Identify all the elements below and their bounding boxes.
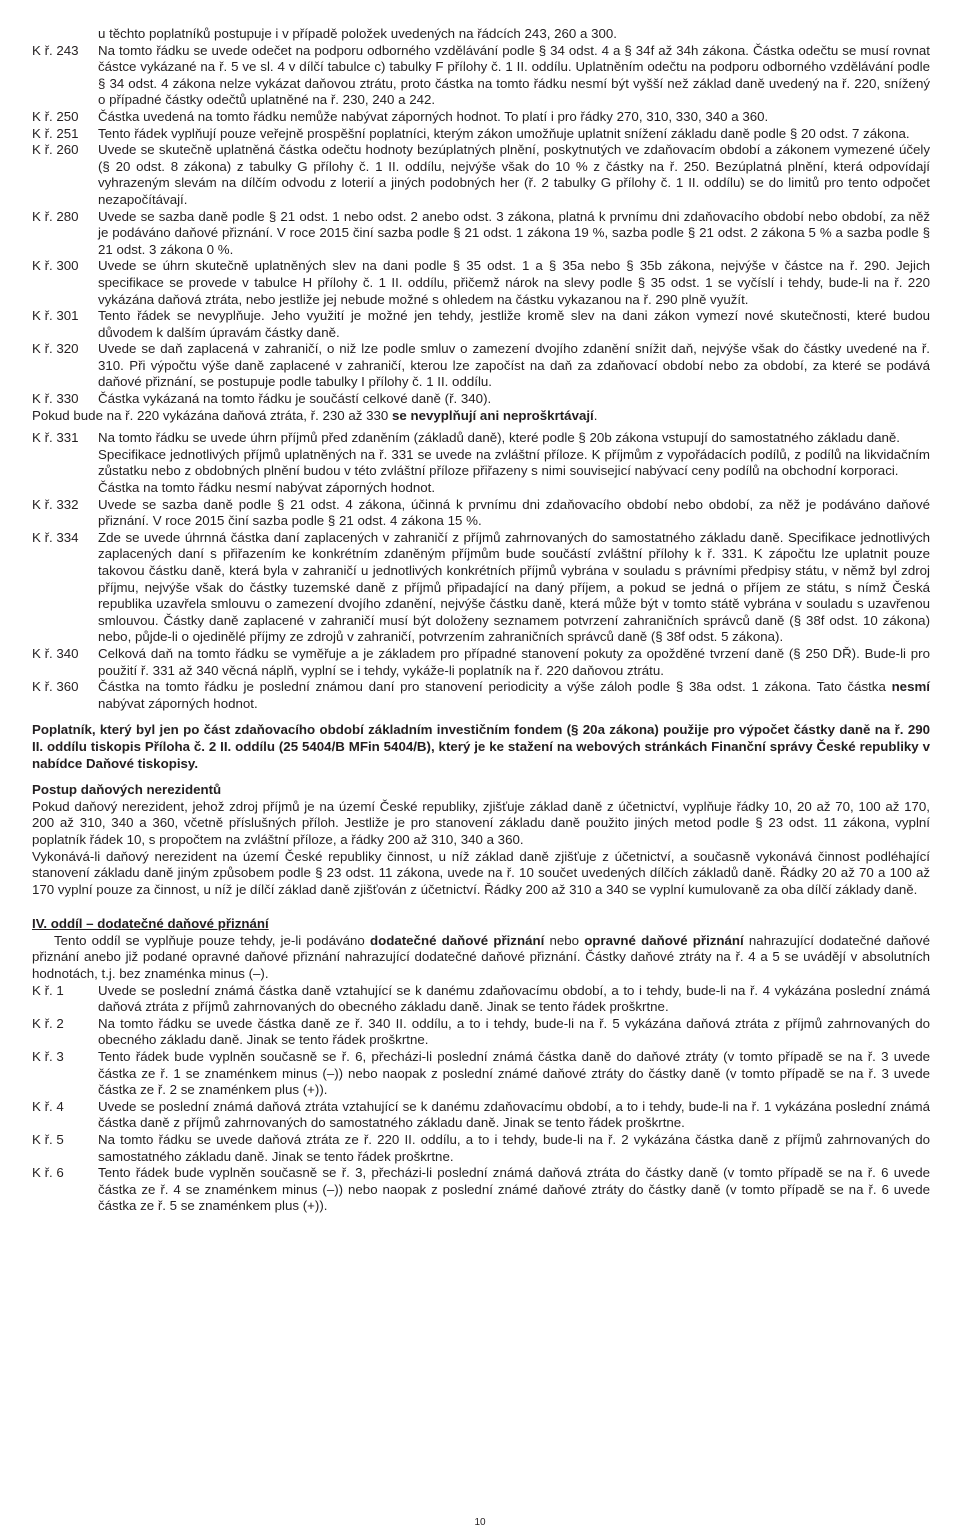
row-text: Uvede se poslední známá částka daně vztahující se k danému zdaňovacímu období, a to i tehdy, bude-li na ř. 4 vykázána poslední známá daňová ztráta z příjmů zahrnovaných do obecného základu daně. Jinak se tento řádek proškrtne. xyxy=(98,982,930,1015)
row-label: K ř. 340 xyxy=(32,645,79,661)
row-text: Uvede se sazba daně podle § 21 odst. 1 nebo odst. 2 anebo odst. 3 zákona, platná k prvnímu dni zdaňovacího období nebo období, za něž je podáváno daňové přiznání. V roce 2015 činí sazba podle § 21 odst. 1 zákona 19 %, sazba podle § 21 odst. 2 zákona 5 % a sazba podle § 21 odst. 3 zákona 0 %. xyxy=(98,208,930,257)
row-text: Zde se uvede úhrnná částka daní zaplacených v zahraničí z příjmů zahrnovaných do samostatného základu daně. Specifikace jednotlivých zaplacených daní s přiřazením ke konkrétním zdaněným příjmům bude součástí zvláštní přílohy k ř. 331. K zápočtu lze uplatnit pouze takovou částku daně, která byla v zahraničí u jednotlivých konkrétních příjmů vybrána v souladu s právními předpisy státu, v němž byl zdroj příjmu, nejvýše však do částky tuzemské daně z příjmů připadající na daný příjem, a pokud se jedná o příjem ze státu, s nímž Česká republika uzavřela smlouvu o zamezení dvojího zdanění, nejvýše částku daně, která může být v tomto státě vybrána v souladu s uzavřenou smlouvou. Částky daně zaplacené v zahraničí musí být doloženy seznamem potvrzení zahraničních správců daně (§ 38f odst. 10 zákona) nebo, půjde-li o ojedinělé příjmy ze zdrojů v zahraničí, potvrzením zahraničních správců daně (§ 38f odst. 5 zákona). xyxy=(98,529,930,645)
nonresident-paragraph: Pokud daňový nerezident, jehož zdroj příjmů je na území České republiky, zjišťuje základ daně z účetnictví, vyplňuje řádky 10, 20 až 70, 100 až 170, 200 až 310, 340 a 360, včetně příslušných příloh. Jestliže je pro stanovení základu daně použito jiných metod podle § 23 odst. 11 zákona, vyplní poplatník řádek 10, s propočtem na zvláštní příloze, a řádky 200 až 310, 340 a 360. xyxy=(32,798,930,847)
row-label: K ř. 251 xyxy=(32,125,79,141)
row-text: Uvede se skutečně uplatněná částka odečtu hodnoty bezúplatných plnění, poskytnutých ve zdaňovacím období a zákonem vymezené účely (§ 20 odst. 8 zákona) z tabulky G přílohy č. 1 II. oddílu, nejvýše však do 10 % z částky na ř. 250. Bezúplatná plnění, která odpovídají vyhrazeným slevám na dílčím odvodu z loterií a jiných podobných her (ř. 2 tabulky G přílohy č. 1 II. oddílu) se do limitů pro tento odpočet nezapočítávají. xyxy=(98,142,930,207)
row-label: K ř. 260 xyxy=(32,142,79,158)
entry-k2 xyxy=(32,1016,930,1049)
entry-r250 xyxy=(32,109,930,126)
row-text: Tento řádek bude vyplněn současně se ř. 3, přecházi-li poslední známá daňová ztráta do částky daně (v tomto případě se na ř. 6 uvede částka ze ř. 4 se znaménkem minus (–)) nebo naopak z poslední známé daňové ztráty do částky daně (v tomto případě se na ř. 6 uvede částka ze ř. 5 se znaménkem plus (+)). xyxy=(98,1165,930,1214)
row-text: Tento řádek bude vyplněn současně se ř. 6, přecházi-li poslední známá částka daně do daňové ztráty (v tomto případě se na ř. 3 uvede částka ze ř. 1 se znaménkem minus (–)) nebo naopak z poslední známé daňové ztráty do částky daně (v tomto případě se na ř. 3 uvede částka ze ř. 2 se znaménkem plus (+)). xyxy=(98,1049,930,1098)
row-text: Částka na tomto řádku nesmí nabývat záporných hodnot. xyxy=(98,480,436,496)
entry-r320 xyxy=(32,341,930,391)
row-label: K ř. 334 xyxy=(32,529,79,545)
row-label: K ř. 250 xyxy=(32,108,79,124)
row-label: K ř. 300 xyxy=(32,258,79,274)
row-label: K ř. 3 xyxy=(32,1049,64,1065)
row-label: K ř. 331 xyxy=(32,430,79,446)
row-text: Uvede se daň zaplacená v zahraničí, o niž lze podle smluv o zamezení dvojího zdanění snížit daň, nejvýše však do částky uvedené na ř. 310. Při výpočtu výše daně zaplacené v zahraničí, kterou lze započíst na daň za zdaňovací období nebo za období, za které se podává daňové přiznání, se postupuje podle tabulky I přílohy č. 1 II. oddílu. xyxy=(98,341,930,390)
row-text: Na tomto řádku se uvede daňová ztráta ze ř. 220 II. oddílu, a to i tehdy, bude-li na ř. 2 vykázána částka daně z příjmů zahrnovaných do samostatného základu daně. Jinak se tento řádek proškrtne. xyxy=(98,1132,930,1164)
entry-r300 xyxy=(32,258,930,308)
entry-r360 xyxy=(32,679,930,712)
row-text: Částka uvedená na tomto řádku nemůže nabývat záporných hodnot. To platí i pro řádky 270, 310, 330, 340 a 360. xyxy=(98,108,769,124)
entry-k3 xyxy=(32,1049,930,1099)
entry-r340 xyxy=(32,646,930,679)
entry-r334 xyxy=(32,530,930,646)
entry-r331 xyxy=(32,430,930,496)
row-label: K ř. 330 xyxy=(32,391,79,407)
row-label: K ř. 243 xyxy=(32,42,79,58)
row-label: K ř. 6 xyxy=(32,1165,64,1181)
row-text: Na tomto řádku se uvede úhrn příjmů před zdaněním (základů daně), které podle § 20b zákona vstupují do samostatného základu daně. xyxy=(98,430,901,446)
section-iv-intro: Tento oddíl se vyplňuje pouze tehdy, je-li podáváno dodatečné daňové přiznání nebo opravné daňové přiznání nahrazující dodatečné daňové přiznání anebo již podané opravné daňové přiznání nahrazující dodatečné daňové přiznání. Částky daňové ztráty na ř. 4 a 5 se uvádějí v absolutních hodnotách, t.j. bez znaménka minus (–). xyxy=(32,932,930,982)
loss-note: Pokud bude na ř. 220 vykázána daňová ztráta, ř. 230 až 330 se nevyplňují ani neproškrtávají. xyxy=(32,407,598,423)
entry-k6 xyxy=(32,1165,930,1215)
row-text: Částka vykázaná na tomto řádku je součástí celkové daně (ř. 340). xyxy=(98,391,492,407)
row-text: Tento řádek se nevyplňuje. Jeho využití je možné jen tehdy, jestliže kromě slev na dani zákon vymezí nové skutečnosti, které budou důvodem k dalším úpravám částky daně. xyxy=(98,308,930,340)
entry-k4 xyxy=(32,1099,930,1132)
row-text: Částka na tomto řádku je poslední známou daní pro stanovení periodicity a výše záloh podle § 38a odst. 1 zákona. Tato částka nesmí nabývat záporných hodnot. xyxy=(98,679,930,711)
loss-note-bold: se nevyplňují ani neproškrtávají xyxy=(392,407,594,423)
entry-r330 xyxy=(32,391,930,408)
row-label: K ř. 332 xyxy=(32,496,79,512)
row-label: K ř. 280 xyxy=(32,208,79,224)
row-text: Uvede se úhrn skutečně uplatněných slev na dani podle § 35 odst. 1 a § 35a nebo § 35b zákona, nejvýše v částce na ř. 290. Jejich specifikace se provede v tabulce H přílohy č. 1 II. oddílu, přičemž nárok na slevy podle § 35 odst. 1 se vyčíslí i tehdy, bude-li na ř. 220 vykázána daňová ztráta, nebo jestliže jej nebude možné s ohledem na částku vykazanou na ř. 290 plně využít. xyxy=(98,258,930,307)
row-text: Specifikace jednotlivých příjmů uplatněných na ř. 331 se uvede na zvláštní příloze. K příjmům z vypořádacích podílů, z podílů na likvidačním zůstatku nebo z obdobných plnění budou v této zvláštní příloze přiřazeny s nimi souvisejicí nabývací ceny podílů na obchodní korporaci. xyxy=(98,446,930,479)
page-number: 10 xyxy=(474,1517,486,1528)
entry-r332 xyxy=(32,497,930,530)
row-label: K ř. 1 xyxy=(32,982,64,998)
entry-r243 xyxy=(32,43,930,109)
document-page xyxy=(32,26,930,1215)
entry-r301 xyxy=(32,308,930,341)
row-label: K ř. 4 xyxy=(32,1098,64,1114)
intro-line xyxy=(32,26,930,43)
row-text: Uvede se sazba daně podle § 21 odst. 4 zákona, účinná k prvnímu dni zdaňovacího období nebo období, za něž je podáváno daňové přiznání. V roce 2015 činí sazba podle § 21 odst. 4 zákona 15 %. xyxy=(98,496,930,529)
section-iv-title: IV. oddíl – dodatečné daňové přiznání xyxy=(32,916,269,932)
row-text: Uvede se poslední známá daňová ztráta vztahující se k danému zdaňovacímu období, a to i tehdy, bude-li na ř. 1 vykázána poslední známá částka daně z příjmů zahrnovaných do samostatného základu daně. Jinak se tento řádek proškrtne. xyxy=(98,1098,930,1131)
entry-k1 xyxy=(32,983,930,1016)
row-text: Na tomto řádku se uvede částka daně ze ř. 340 II. oddílu, a to i tehdy, bude-li na ř. 5 vykázána daňová ztráta z příjmů zahrnovaných do obecného základu daně. Jinak se tento řádek proškrtne. xyxy=(98,1015,930,1048)
row-label: K ř. 301 xyxy=(32,308,79,324)
row-label: K ř. 5 xyxy=(32,1132,64,1147)
row-text: Celková daň na tomto řádku se vyměřuje a je základem pro případné stanovení pokuty za opožděné tvrzení daně (§ 250 DŘ). Bude-li pro použití ř. 331 až 340 věcná náplň, vyplní se i tehdy, vykáže-li poplatník na ř. 220 daňovou ztrátu. xyxy=(98,645,930,678)
row-text: Na tomto řádku se uvede odečet na podporu odborného vzdělávání podle § 34 odst. 4 a § 34f až 34h zákona. Částka odečtu se musí rovnat částce vykázané na ř. 5 ve sl. 4 v dílčí tabulce c) tabulky F přílohy č. 1 II. oddílu. Uplatněním odečtu na podporu odborného vzdělávání podle § 34 odst. 4 zákona nelze vykázat daňovou ztrátu, proto částka na tomto řádku nesmí být vyšší než základ daně uvedený na ř. 220, snížený o případné částky odečtů uplatněné na ř. 230, 240 a 242. xyxy=(98,42,930,108)
entry-r251 xyxy=(32,126,930,143)
intro-text: u těchto poplatníků postupuje i v případě položek uvedených na řádcích 243, 260 a 300. xyxy=(98,26,617,41)
row-text: Tento řádek vyplňují pouze veřejně prospěšní poplatníci, kterým zákon umožňuje uplatnit snížení základu daně podle § 20 odst. 7 zákona. xyxy=(98,125,910,141)
row-label: K ř. 360 xyxy=(32,679,79,695)
entry-r280 xyxy=(32,209,930,259)
investment-fund-note: Poplatník, který byl jen po část zdaňovacího období základním investičním fondem (§ 20a zákona) použije pro výpočet částky daně na ř. 290 II. oddílu tiskopis Příloha č. 2 II. oddílu (25 5404/B MFin 5404/B), který je ke stažení na webových stránkách Finanční správy České republiky v nabídce Daňové tiskopisy. xyxy=(32,722,930,771)
row-label: K ř. 2 xyxy=(32,1015,64,1031)
entry-k5 xyxy=(32,1132,930,1165)
nonresident-paragraph: Vykonává-li daňový nerezident na území České republiky činnost, u níž základ daně zjišťuje z účetnictví, a současně vykonává činnost podléhající stanovení základu daně jiným způsobem podle § 23 odst. 11 zákona, uvede na ř. 10 součet uvedených dílčích základů daně. Řádky 20 až 70 a 100 až 170 vyplní pouze za činnost, u níž je dílčí základ daně zjišťován z účetnictví. Řádky 200 až 310 a 340 se vyplní kumulovaně za oba dílčí základy daně. xyxy=(32,848,930,897)
entry-r260 xyxy=(32,142,930,208)
row-label: K ř. 320 xyxy=(32,341,79,357)
nonresident-heading: Postup daňových nerezidentů xyxy=(32,782,222,798)
